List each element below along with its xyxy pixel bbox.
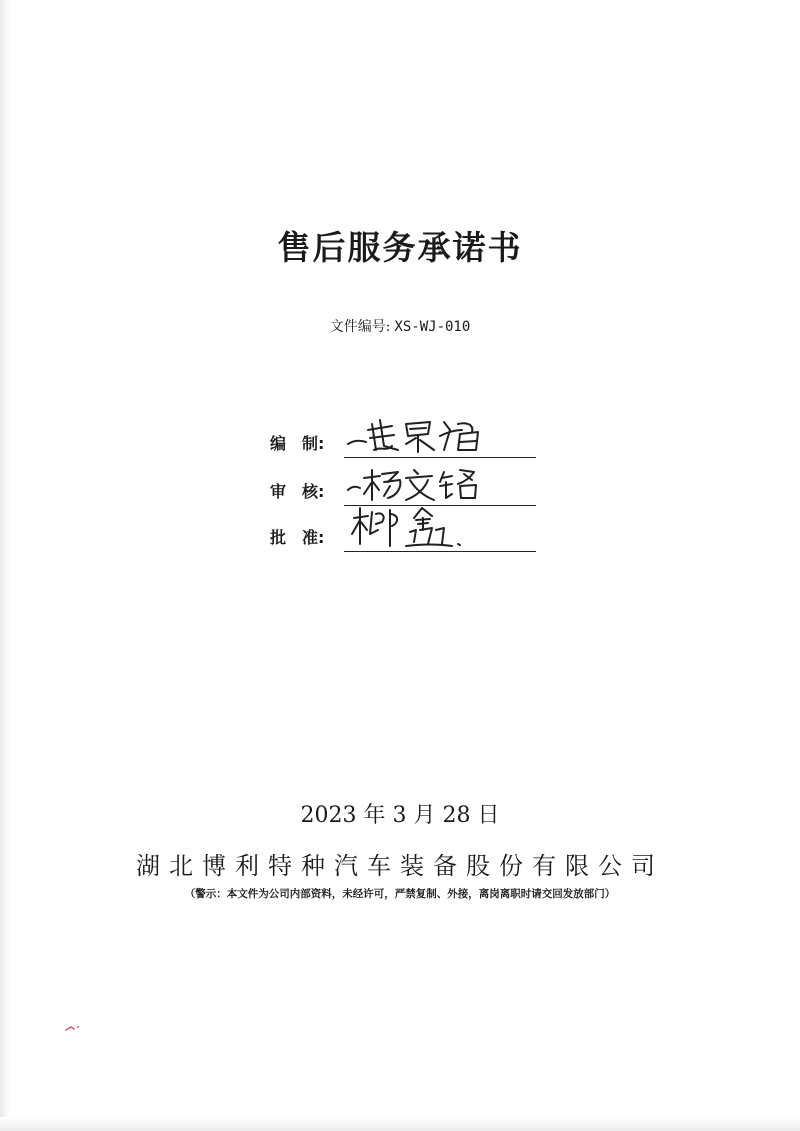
handwritten-signature-reviewed [346, 464, 496, 504]
signature-underline-approved [344, 551, 536, 552]
document-number-line [0, 316, 800, 336]
handwritten-signature-approved [346, 504, 496, 550]
signature-underline-prepared [344, 457, 536, 458]
company-name: 湖北博利特种汽车装备股份有限公司 [136, 852, 664, 880]
issue-date: 2023 年 3 月 28 日 [300, 803, 500, 828]
document-title: 售后服务承诺书 [277, 228, 523, 267]
document-number-value: XS-WJ-010 [394, 319, 471, 335]
scan-edge-bottom [0, 1117, 800, 1131]
document-number-label: 文件编号: [329, 319, 391, 335]
signature-label-approved: 批 准: [270, 528, 325, 547]
confidentiality-warning: （警示：本文件为公司内部资料，未经许可，严禁复制、外接，离岗离职时请交回发放部门） [184, 888, 616, 900]
scan-mark [62, 1018, 92, 1038]
scan-edge-left [0, 0, 10, 1131]
signature-row-approved [270, 508, 536, 552]
signature-label-prepared: 编 制: [270, 434, 325, 453]
signature-row-reviewed [270, 462, 536, 506]
signature-label-reviewed: 审 核: [270, 482, 325, 501]
signature-row-prepared [270, 414, 536, 458]
handwritten-signature-prepared [346, 416, 496, 456]
